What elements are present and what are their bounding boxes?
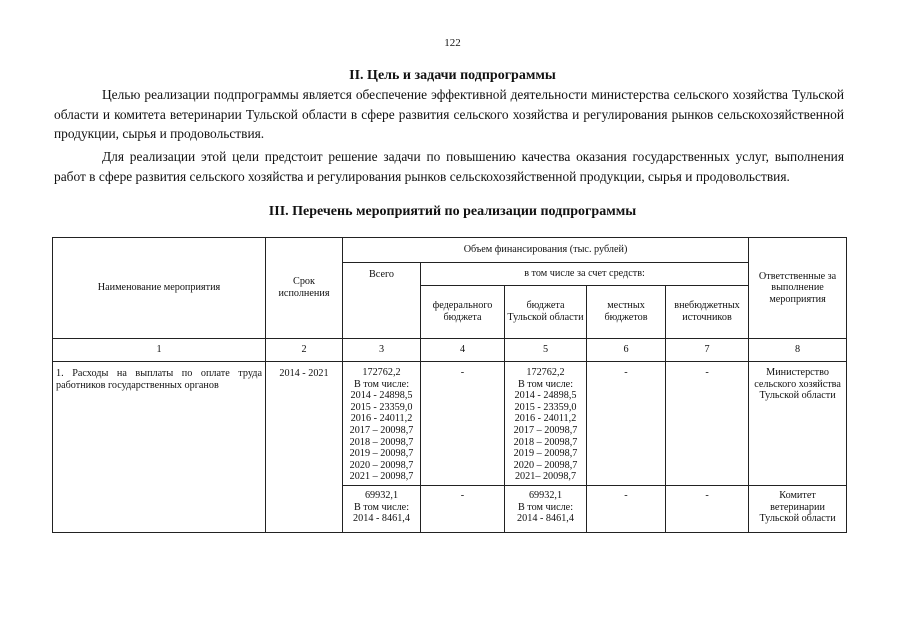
value-line: 2021 – 20098,7 (349, 471, 414, 483)
col-num: 8 (749, 339, 847, 362)
value-line: 2020 – 20098,7 (349, 459, 414, 471)
col-num: 1 (53, 339, 266, 362)
goal-paragraph: Целью реализации подпрограммы является обеспечение эффективной деятельности министерства сельского хозяйства Тульской области и комитета ветеринарии Тульской области в сфере развития сельского хозяйства и регулирования рынков сельскохозяйственной продукции, сырья и продовольствия. (54, 87, 844, 141)
header-term: Срок исполнения (266, 238, 343, 339)
value-line: 2018 – 20098,7 (513, 436, 578, 448)
header-extra: внебюджетных источников (666, 286, 749, 339)
value-line: В том числе: (353, 501, 410, 513)
task-paragraph: Для реализации этой цели предстоит решение задачи по повышению качества оказания государственных услуг, выполнения работ в сфере развития сельского хозяйства и регулирования рынков сельскохозяйственной продукции, сырья и продовольствия. (54, 149, 844, 184)
extra-ministry: - (666, 362, 749, 486)
col-num: 4 (421, 339, 505, 362)
value-line: 2017 – 20098,7 (513, 424, 578, 436)
value-line: 69932,1 (364, 489, 399, 501)
value-line: 2019 – 20098,7 (349, 448, 414, 460)
value-line: 2014 - 24898,5 (350, 390, 413, 402)
value-line: 2015 - 23359,0 (514, 401, 577, 413)
value-line: 2016 - 24011,2 (514, 413, 577, 425)
value-line: 2017 – 20098,7 (349, 424, 414, 436)
responsible-veterinary: Комитет ветеринарии Тульской области (749, 485, 847, 532)
page-number: 122 (444, 37, 461, 49)
col-num: 5 (505, 339, 587, 362)
value-line: 2015 - 23359,0 (350, 401, 413, 413)
local-veterinary: - (587, 485, 666, 532)
header-responsible: Ответственные за выполнение мероприятия (749, 238, 847, 339)
value-line: 69932,1 (528, 489, 563, 501)
header-regional: бюджета Тульской области (505, 286, 587, 339)
value-line: 2016 - 24011,2 (350, 413, 413, 425)
local-ministry: - (587, 362, 666, 486)
header-name: Наименование мероприятия (53, 238, 266, 339)
measure-term: 2014 - 2021 (266, 362, 343, 533)
header-local: местных бюджетов (587, 286, 666, 339)
federal-veterinary: - (421, 485, 505, 532)
value-line: 2018 – 20098,7 (349, 436, 414, 448)
federal-ministry: - (421, 362, 505, 486)
value-line: 172762,2 (362, 367, 401, 378)
header-total: Всего (343, 263, 421, 339)
section-3-heading: III. Перечень мероприятий по реализации подпрограммы (268, 204, 637, 219)
col-num: 3 (343, 339, 421, 362)
responsible-ministry: Министерство сельского хозяйства Тульской области (749, 362, 847, 486)
extra-veterinary: - (666, 485, 749, 532)
regional-veterinary (505, 485, 587, 532)
measure-name: 1. Расходы на выплаты по оплате труда работников государственных органов (53, 362, 266, 533)
col-num: 7 (666, 339, 749, 362)
header-including: в том числе за счет средств: (421, 263, 749, 286)
measures-table (52, 237, 847, 533)
value-line: 2014 - 8461,4 (353, 513, 410, 525)
value-line: 172762,2 (526, 367, 565, 378)
header-federal: федерального бюджета (421, 286, 505, 339)
value-line: В том числе: (517, 501, 574, 513)
col-num: 2 (266, 339, 343, 362)
total-veterinary (343, 485, 421, 532)
value-line: 2019 – 20098,7 (513, 448, 578, 460)
total-ministry (343, 362, 421, 486)
value-line: В том числе: (517, 378, 574, 390)
value-line: 2021– 20098,7 (514, 471, 577, 483)
col-num: 6 (587, 339, 666, 362)
header-financing: Объем финансирования (тыс. рублей) (343, 238, 749, 263)
value-line: 2020 – 20098,7 (513, 459, 578, 471)
value-line: 2014 - 24898,5 (514, 390, 577, 402)
value-line: 2014 - 8461,4 (517, 513, 574, 525)
regional-ministry (505, 362, 587, 486)
section-2-heading: II. Цель и задачи подпрограммы (349, 68, 556, 83)
value-line: В том числе: (353, 378, 410, 390)
